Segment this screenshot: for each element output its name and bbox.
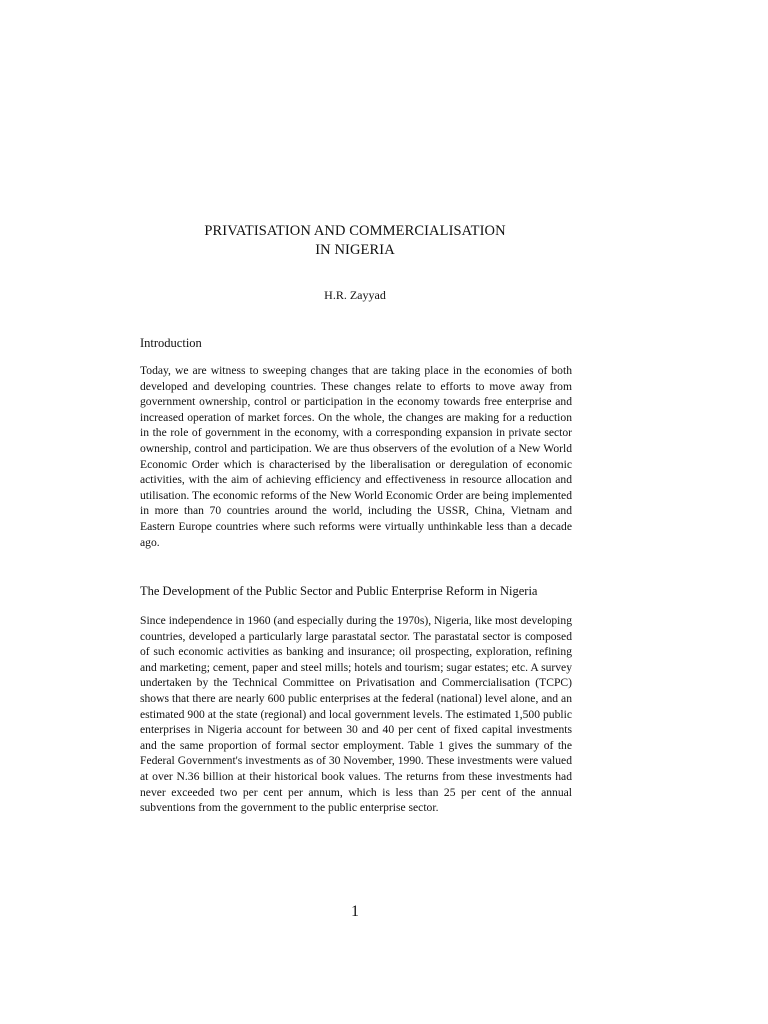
paper-title-line-2: IN NIGERIA — [315, 242, 395, 258]
section-heading-public-sector-development: The Development of the Public Sector and Public Enterprise Reform in Nigeria — [140, 584, 538, 598]
section-heading-introduction: Introduction — [140, 336, 202, 350]
author-name: H.R. Zayyad — [324, 288, 386, 302]
introduction-paragraph: Today, we are witness to sweeping changes that are taking place in the economies of both developed and developing countries. These changes relate to efforts to move away from government ownership, control or participation in the economy towards free enterprise and increased operation of market forces. On the whole, the changes are making for a reduction in the role of government in the economy, with a corresponding expansion in private sector ownership, control and participation. We are thus observers of the evolution of a New World Economic Order which is characterised by the liberalisation or deregulation of economic activities, with the aim of achieving efficiency and effectiveness in resource allocation and utilisation. The economic reforms of the New World Economic Order are being implemented in more than 70 countries around the world, including the USSR, China, Vietnam and Eastern Europe countries where such reforms were virtually unthinkable less than a decade ago. — [140, 364, 572, 549]
paper-title-line-1: PRIVATISATION AND COMMERCIALISATION — [204, 223, 506, 239]
public-sector-paragraph: Since independence in 1960 (and especially during the 1970s), Nigeria, like most developing countries, developed a particularly large parastatal sector. The parastatal sector is composed of such economic activities as banking and insurance; oil prospecting, exploration, refining and marketing; cement, paper and steel mills; hotels and tourism; sugar estates; etc. A survey undertaken by the Technical Committee on Privatisation and Commercialisation (TCPC) shows that there are nearly 600 public enterprises at the federal (national) level alone, and an estimated 900 at the state (regional) and local government levels. The estimated 1,500 public enterprises in Nigeria account for between 30 and 40 per cent of fixed capital investments and the same proportion of formal sector employment. Table 1 gives the summary of the Federal Government's investments as of 30 November, 1990. These investments were valued at over N.36 billion at their historical book values. The returns from these investments had never exceeded two per cent per annum, which is less than 25 per cent of the annual subventions from the government to the public enterprise sector. — [140, 614, 572, 815]
page-number: 1 — [351, 903, 359, 920]
